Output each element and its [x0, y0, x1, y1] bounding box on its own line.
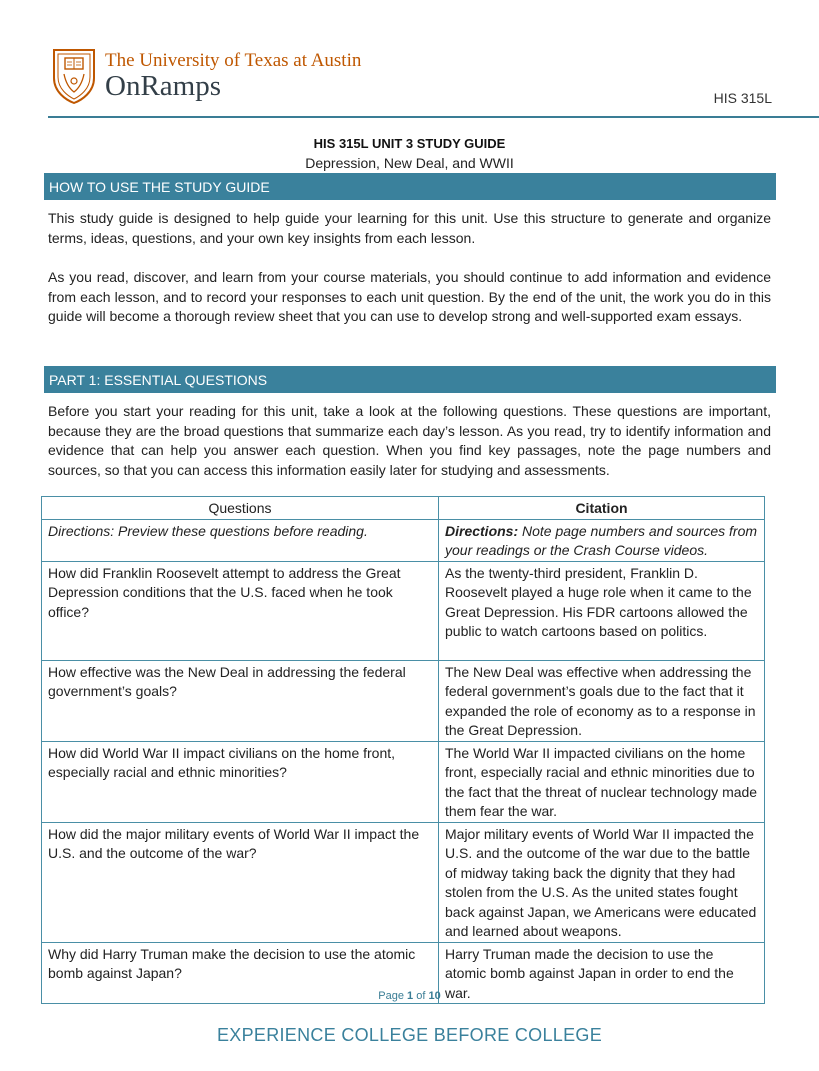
section-heading-how-to-use: HOW TO USE THE STUDY GUIDE [44, 173, 776, 200]
page-prefix: Page [378, 990, 408, 1002]
table-directions-row [42, 519, 765, 561]
page-header [0, 0, 819, 120]
table-row [42, 822, 765, 942]
intro-paragraph: This study guide is designed to help guide your learning for this unit. Use this structure to generate and organize terms, ideas, questions, and your own key insights from each lesson. [48, 210, 771, 246]
table-header-row [42, 497, 765, 520]
table-row [42, 561, 765, 660]
citation-cell[interactable]: The New Deal was effective when addressing the federal government’s goals due to the fact that it expanded the role of economy as to a response in the Great Depression. [439, 660, 765, 741]
questions-column-header: Questions [42, 497, 439, 520]
page-number [0, 990, 819, 1002]
citation-cell[interactable]: Harry Truman made the decision to use the atomic bomb against Japan in order to end the war. [439, 942, 765, 1004]
page-current: 1 [407, 990, 414, 1002]
directions-label: Directions: [445, 522, 519, 539]
question-cell: How effective was the New Deal in addressing the federal government’s goals? [42, 660, 439, 741]
page-subtitle: Depression, New Deal, and WWII [305, 155, 514, 171]
table-row [42, 660, 765, 741]
study-guide-table [41, 496, 765, 1004]
page-title: HIS 315L UNIT 3 STUDY GUIDE [313, 136, 506, 151]
course-code: HIS 315L [713, 90, 772, 106]
instructions-paragraph: As you read, discover, and learn from your course materials, you should continue to add information and evidence from each lesson, and to record your responses to each unit question. By the end of the unit, the work you do in this guide will become a thorough review sheet that you can use to develop strong and well-supported exam essays. [48, 269, 771, 324]
page-of: of [413, 990, 429, 1002]
citation-cell[interactable]: Major military events of World War II impacted the U.S. and the outcome of the war due to the battle of midway taking back the dignity that they had stolen from the U.S. As the united states fought back against Japan, we Americans were educated and learned about weapons. [439, 822, 765, 942]
program-name: OnRamps [105, 70, 221, 102]
question-cell: How did World War II impact civilians on the home front, especially racial and ethnic minorities? [42, 741, 439, 822]
question-cell: Why did Harry Truman make the decision to use the atomic bomb against Japan? [42, 942, 439, 1004]
table-row [42, 741, 765, 822]
citation-cell[interactable]: As the twenty-third president, Franklin D. Roosevelt played a huge role when it came to the Great Depression. His FDR cartoons allowed the public to watch cartoons based on politics. [439, 561, 765, 660]
ut-seal-icon [52, 48, 96, 104]
section-heading-essential-questions: PART 1: ESSENTIAL QUESTIONS [44, 366, 776, 393]
directions-text: Note page numbers and sources from your readings or the Crash Course videos. [445, 522, 758, 558]
header-divider [48, 116, 819, 118]
citation-cell[interactable]: The World War II impacted civilians on the home front, especially racial and ethnic minorities due to the fact that the threat of nuclear technology made them fear the war. [439, 741, 765, 822]
citation-directions [439, 519, 765, 561]
question-cell: How did the major military events of World War II impact the U.S. and the outcome of the war? [42, 822, 439, 942]
questions-directions: Directions: Preview these questions before reading. [42, 519, 439, 561]
page-total: 10 [428, 990, 441, 1002]
question-cell: How did Franklin Roosevelt attempt to address the Great Depression conditions that the U.S. faced when he took office? [42, 561, 439, 660]
footer-tagline: EXPERIENCE COLLEGE BEFORE COLLEGE [216, 1025, 603, 1045]
citation-column-header: Citation [439, 497, 765, 520]
essential-questions-paragraph: Before you start your reading for this unit, take a look at the following questions. These questions are important, because they are the broad questions that summarize each day’s lesson. As you read, try to identify information and evidence that can help you answer each question. When you find key passages, note the page numbers and sources, so that you can access this information easily later for studying and assessments. [48, 403, 771, 478]
university-name: The University of Texas at Austin [105, 50, 362, 71]
